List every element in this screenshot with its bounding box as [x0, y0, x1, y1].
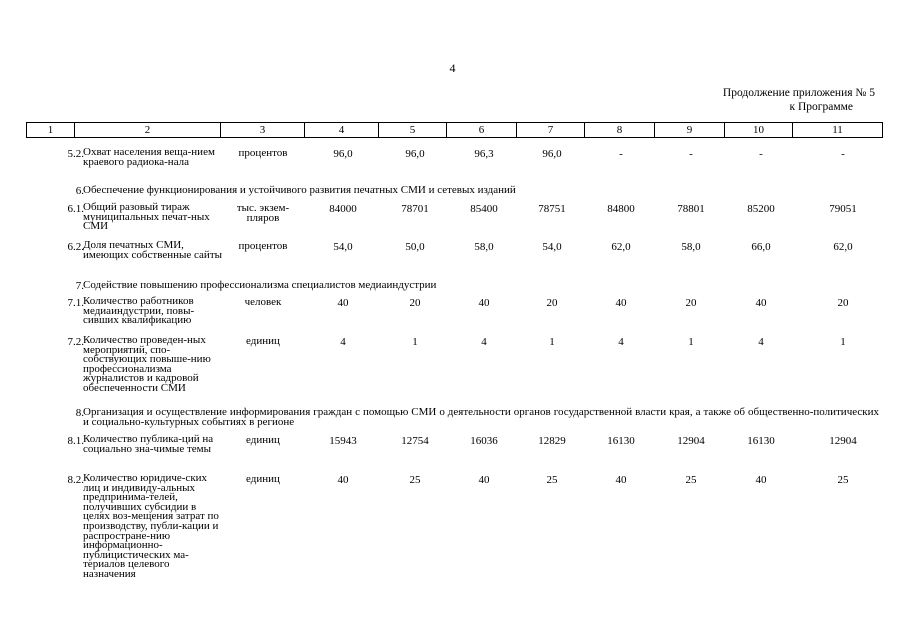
value-col-11: 62,0	[833, 241, 853, 253]
col-header-2: 2	[75, 123, 221, 138]
value-col-8: 40	[615, 297, 627, 309]
value-col-7: 12829	[538, 435, 566, 447]
unit: единиц	[246, 434, 280, 446]
value-col-7: 1	[549, 336, 555, 348]
section-number: 8.	[75, 407, 84, 419]
value-col-6: 85400	[470, 203, 498, 215]
section-title: Содействие повышению профессионализма специалистов медиаиндустрии	[83, 279, 437, 291]
col-header-8: 8	[585, 123, 655, 138]
value-col-8: 40	[615, 474, 627, 486]
value-col-4: 40	[337, 474, 349, 486]
value-col-9: 58,0	[681, 241, 701, 253]
row-number: 5.2.	[67, 148, 84, 160]
value-col-7: 20	[546, 297, 558, 309]
value-col-9: 78801	[677, 203, 705, 215]
value-col-11: 20	[837, 297, 849, 309]
value-col-11: 25	[837, 474, 849, 486]
indicator-name: Количество публика-ций на социально зна-чимые темы	[83, 433, 214, 455]
continuation-line-1: Продолжение приложения № 5	[722, 87, 875, 99]
row-number: 6.1.	[67, 203, 84, 215]
value-col-7: 25	[546, 474, 558, 486]
indicator-name: Охват населения веща-нием краевого радиока-нала	[83, 146, 215, 168]
value-col-6: 58,0	[474, 241, 494, 253]
value-col-10: 40	[755, 297, 767, 309]
section-number: 6.	[75, 185, 84, 197]
value-col-4: 84000	[329, 203, 357, 215]
value-col-9: 20	[685, 297, 697, 309]
col-header-10: 10	[725, 123, 793, 138]
col-header-6: 6	[447, 123, 517, 138]
value-col-8: -	[619, 148, 623, 160]
col-header-5: 5	[379, 123, 447, 138]
indicator-name: Доля печатных СМИ, имеющих собственные сайты	[83, 239, 223, 261]
value-col-4: 40	[337, 297, 349, 309]
col-header-9: 9	[655, 123, 725, 138]
col-header-4: 4	[305, 123, 379, 138]
unit: процентов	[238, 240, 288, 252]
value-col-7: 54,0	[542, 241, 562, 253]
value-col-10: 16130	[747, 435, 775, 447]
col-header-3: 3	[221, 123, 305, 138]
col-header-1: 1	[27, 123, 75, 138]
row-number: 8.1.	[67, 435, 84, 447]
value-col-10: 66,0	[751, 241, 771, 253]
value-col-10: 85200	[747, 203, 775, 215]
section-title: Организация и осуществление информирования граждан с помощью СМИ о деятельности органов государственной власти края, а также об общественно-политических и социально-культурных событиях в регионе	[83, 406, 879, 428]
value-col-11: -	[841, 148, 845, 160]
column-number-header	[26, 122, 883, 138]
value-col-8: 16130	[607, 435, 635, 447]
section-title: Обеспечение функционирования и устойчивого развития печатных СМИ и сетевых изданий	[83, 184, 516, 196]
page-number: 4	[449, 61, 456, 75]
value-col-6: 40	[478, 474, 490, 486]
col-header-11: 11	[793, 123, 883, 138]
value-col-8: 84800	[607, 203, 635, 215]
value-col-4: 96,0	[333, 148, 353, 160]
value-col-7: 96,0	[542, 148, 562, 160]
value-col-4: 15943	[329, 435, 357, 447]
section-number: 7.	[75, 280, 84, 292]
value-col-4: 54,0	[333, 241, 353, 253]
value-col-5: 96,0	[405, 148, 425, 160]
value-col-8: 4	[618, 336, 624, 348]
value-col-5: 20	[409, 297, 421, 309]
unit: человек	[244, 296, 282, 308]
value-col-5: 12754	[401, 435, 429, 447]
value-col-9: -	[689, 148, 693, 160]
value-col-5: 50,0	[405, 241, 425, 253]
value-col-11: 1	[840, 336, 846, 348]
row-number: 6.2.	[67, 241, 84, 253]
indicator-name: Количество проведен-ных мероприятий, спо-собствующих повыше-нию профессионализма журналистов и кадровой обеспеченности СМИ	[83, 334, 211, 394]
continuation-line-2: к Программе	[789, 101, 853, 113]
value-col-9: 12904	[677, 435, 705, 447]
unit: единиц	[246, 473, 280, 485]
unit: процентов	[238, 147, 288, 159]
value-col-9: 25	[685, 474, 697, 486]
col-header-7: 7	[517, 123, 585, 138]
unit: единиц	[246, 335, 280, 347]
value-col-5: 25	[409, 474, 421, 486]
continuation-heading	[675, 86, 875, 114]
row-number: 7.2.	[67, 336, 84, 348]
indicator-name: Количество юридиче-ских лиц и индивиду-альных предпринима-телей, получивших субсидии в целях воз-мещения затрат по производству, публи-кации и распростране-нию информационно-публицистических ма-териалов целевого назначения	[83, 472, 219, 580]
value-col-10: 40	[755, 474, 767, 486]
value-col-7: 78751	[538, 203, 566, 215]
value-col-8: 62,0	[611, 241, 631, 253]
indicator-name: Общий разовый тираж муниципальных печат-ных СМИ	[83, 201, 210, 233]
unit: тыс. экзем-пляров	[236, 202, 290, 224]
value-col-9: 1	[688, 336, 694, 348]
row-number: 8.2.	[67, 474, 84, 486]
value-col-10: -	[759, 148, 763, 160]
indicator-name: Количество работников медиаиндустрии, повы-сивших квалификацию	[83, 295, 195, 327]
value-col-6: 4	[481, 336, 487, 348]
value-col-11: 79051	[829, 203, 857, 215]
value-col-6: 40	[478, 297, 490, 309]
value-col-5: 1	[412, 336, 418, 348]
value-col-5: 78701	[401, 203, 429, 215]
value-col-6: 16036	[470, 435, 498, 447]
value-col-4: 4	[340, 336, 346, 348]
value-col-10: 4	[758, 336, 764, 348]
row-number: 7.1.	[67, 297, 84, 309]
value-col-11: 12904	[829, 435, 857, 447]
value-col-6: 96,3	[474, 148, 494, 160]
